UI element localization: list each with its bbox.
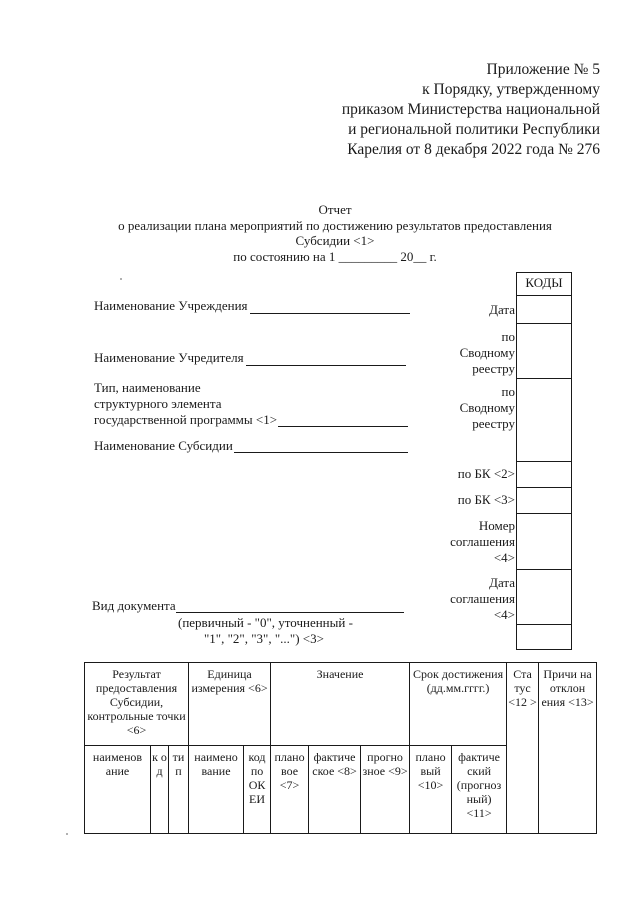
- appendix-line: Приложение № 5: [486, 61, 600, 78]
- doc-type-field[interactable]: [176, 612, 404, 613]
- code-label-agreement-number: <4>: [493, 550, 515, 565]
- appendix-line: к Порядку, утвержденному: [422, 81, 600, 98]
- sub-name: наименов ание: [85, 746, 151, 834]
- col-reason: Причи на отклон ения <13>: [539, 663, 597, 834]
- col-unit: Единица измерения <6>: [189, 663, 271, 746]
- code-label-registry: Сводному: [459, 400, 515, 415]
- code-label-registry: по: [501, 384, 515, 399]
- founder-field[interactable]: [246, 365, 406, 366]
- code-cell-date[interactable]: [516, 295, 572, 324]
- institution-field[interactable]: [250, 313, 410, 314]
- institution-label: Наименование Учреждения: [94, 298, 248, 313]
- sub-okei: код по ОК ЕИ: [244, 746, 271, 834]
- subsidy-label: Наименование Субсидии: [94, 438, 233, 453]
- code-label-agreement-date: Дата: [489, 575, 515, 590]
- code-label-registry: по: [501, 329, 515, 344]
- table-header-row: [85, 663, 597, 746]
- appendix-line: приказом Министерства национальной: [341, 101, 600, 118]
- code-label-bk2: по БК <2>: [457, 466, 515, 481]
- subsidy-field[interactable]: [234, 452, 408, 453]
- report-subtitle: Субсидии <1>: [295, 233, 375, 248]
- founder-label: Наименование Учредителя: [94, 350, 244, 365]
- sub-code: к о д: [151, 746, 169, 834]
- appendix-line: Карелия от 8 декабря 2022 года № 276: [347, 141, 600, 158]
- type-label: государственной программы <1>: [94, 412, 278, 427]
- report-subtitle: о реализации плана мероприятий по достижению результатов предоставления: [118, 217, 552, 233]
- sub-plan: плано вое <7>: [271, 746, 309, 834]
- report-date-line: по состоянию на 1 _________ 20__ г.: [233, 248, 437, 264]
- col-term: Срок достижения (дд.мм.гггг.): [410, 663, 507, 746]
- report-title-block: [60, 202, 610, 264]
- code-cell-registry[interactable]: [516, 323, 572, 379]
- col-status: Ста тус <12 >: [507, 663, 539, 834]
- col-result: Результат предоставления Субсидии, контрольные точки <6>: [85, 663, 189, 746]
- code-label-date: Дата: [489, 302, 515, 317]
- code-label-registry: Сводному: [459, 345, 515, 360]
- code-label-registry: реестру: [472, 416, 515, 431]
- scan-speck: [66, 833, 68, 835]
- sub-unit-name: наимено вание: [189, 746, 244, 834]
- code-label-agreement-date: <4>: [493, 607, 515, 622]
- code-cell-bk2[interactable]: [516, 461, 572, 488]
- code-cell-registry[interactable]: [516, 378, 572, 462]
- type-field[interactable]: [278, 426, 408, 427]
- codes-header: КОДЫ: [516, 272, 572, 296]
- codes-column: [516, 272, 572, 650]
- sub-term-plan: плано вый <10>: [410, 746, 452, 834]
- appendix-line: и региональной политики Республики: [348, 121, 600, 138]
- report-title: Отчет: [318, 202, 352, 217]
- code-label-agreement-date: соглашения: [450, 591, 515, 606]
- type-label: структурного элемента: [94, 396, 222, 411]
- col-value: Значение: [271, 663, 410, 746]
- sub-forecast: прогно зное <9>: [361, 746, 410, 834]
- results-table: [84, 662, 597, 834]
- code-label-bk3: по БК <3>: [457, 492, 515, 507]
- sub-term-fact: фактиче ский (прогноз ный) <11>: [452, 746, 507, 834]
- doc-type-note: (первичный - "0", уточненный -: [178, 615, 353, 630]
- code-cell-doc-type[interactable]: [516, 624, 572, 650]
- code-label-agreement-number: соглашения: [450, 534, 515, 549]
- doc-type-note: "1", "2", "3", "...") <3>: [204, 631, 324, 646]
- sub-fact: фактиче ское <8>: [309, 746, 361, 834]
- scan-speck: [120, 278, 122, 280]
- code-cell-agreement-date[interactable]: [516, 569, 572, 625]
- code-cell-agreement-number[interactable]: [516, 513, 572, 570]
- type-label: Тип, наименование: [94, 380, 201, 395]
- code-label-registry: реестру: [472, 361, 515, 376]
- appendix-header: [240, 60, 600, 160]
- sub-type: ти п: [169, 746, 189, 834]
- code-label-agreement-number: Номер: [478, 518, 515, 533]
- code-cell-bk3[interactable]: [516, 487, 572, 514]
- doc-type-label: Вид документа: [92, 598, 176, 613]
